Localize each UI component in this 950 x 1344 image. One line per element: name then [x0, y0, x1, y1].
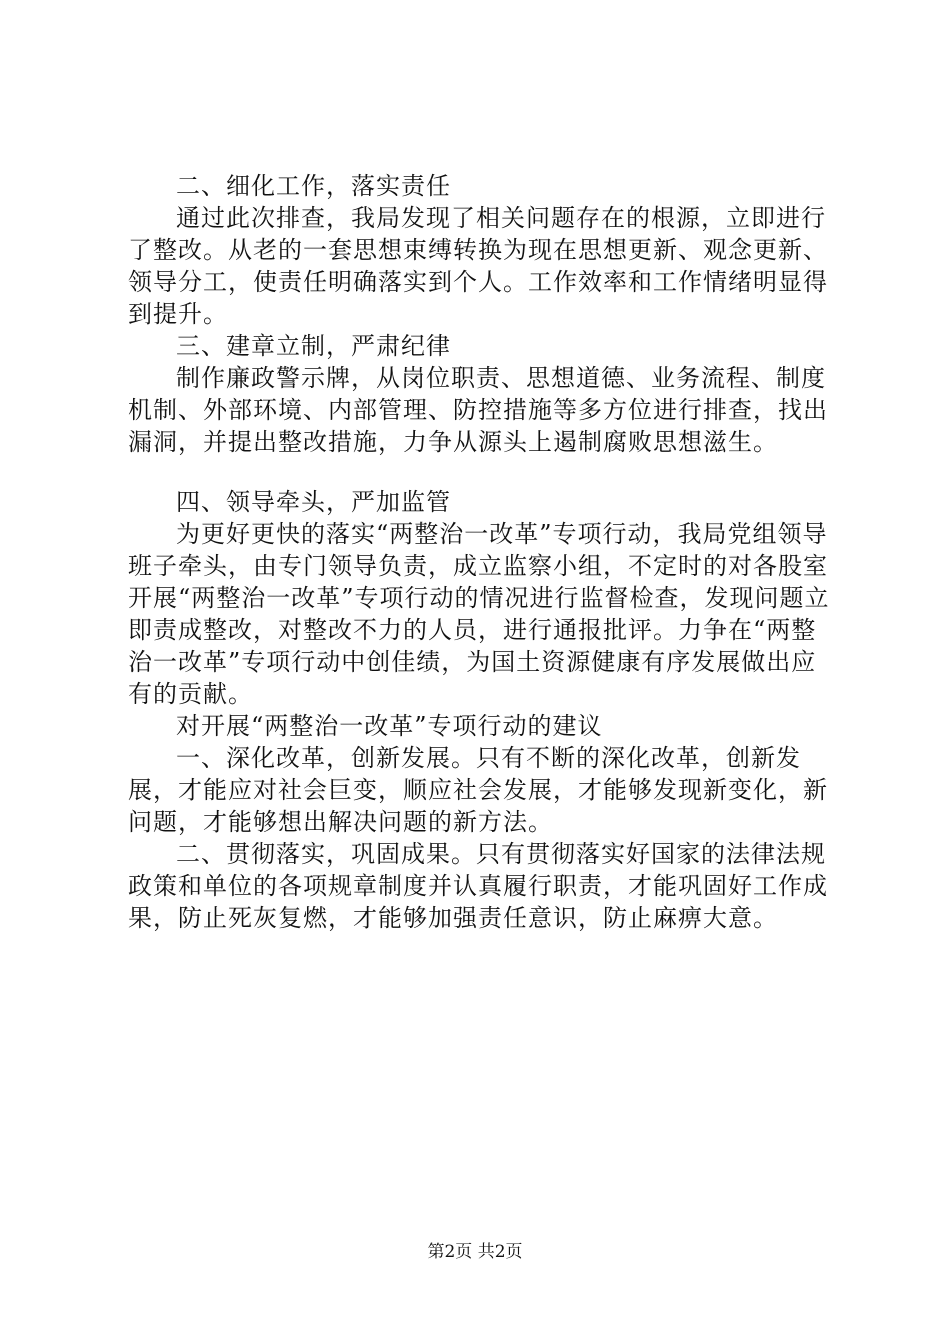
- section-heading-3: 三、建章立制，严肃纪律: [176, 332, 451, 360]
- paragraph: 通过此次排查，我局发现了相关问题存在的根源，立即进行了整改。从老的一套思想束缚转换为现在思想更新、观念更新、领导分工，使责任明确落实到个人。工作效率和工作情绪明显得到提升。: [128, 204, 828, 328]
- section-heading-4: 四、领导牵头，严加监管: [176, 488, 451, 516]
- suggestion-1: 一、深化改革，创新发展。只有不断的深化改革，创新发展，才能应对社会巨变，顺应社会发展，才能够发现新变化，新问题，才能够想出解决问题的新方法。: [128, 744, 828, 836]
- paragraph: 为更好更快的落实“两整治一改革”专项行动，我局党组领导班子牵头，由专门领导负责，成立监察小组，不定时的对各股室开展“两整治一改革”专项行动的情况进行监督检查，发现问题立即责成整改，对整改不力的人员，进行通报批评。力争在“两整治一改革”专项行动中创佳绩，为国土资源健康有序发展做出应有的贡献。: [128, 520, 830, 708]
- paragraph-gap: [128, 458, 838, 486]
- section-heading-2: 二、细化工作，落实责任: [176, 172, 451, 200]
- paragraph: 制作廉政警示牌，从岗位职责、思想道德、业务流程、制度机制、外部环境、内部管理、防控措施等多方位进行排查，找出漏洞，并提出整改措施，力争从源头上遏制腐败思想滋生。: [128, 364, 828, 456]
- document-body: [128, 170, 838, 934]
- page-footer: 第2页 共2页: [427, 1242, 523, 1262]
- suggestion-2: 二、贯彻落实，巩固成果。只有贯彻落实好国家的法律法规政策和单位的各项规章制度并认真履行职责，才能巩固好工作成果，防止死灰复燃，才能够加强责任意识，防止麻痹大意。: [128, 840, 828, 932]
- suggestion-heading: 对开展“两整治一改革”专项行动的建议: [176, 712, 603, 740]
